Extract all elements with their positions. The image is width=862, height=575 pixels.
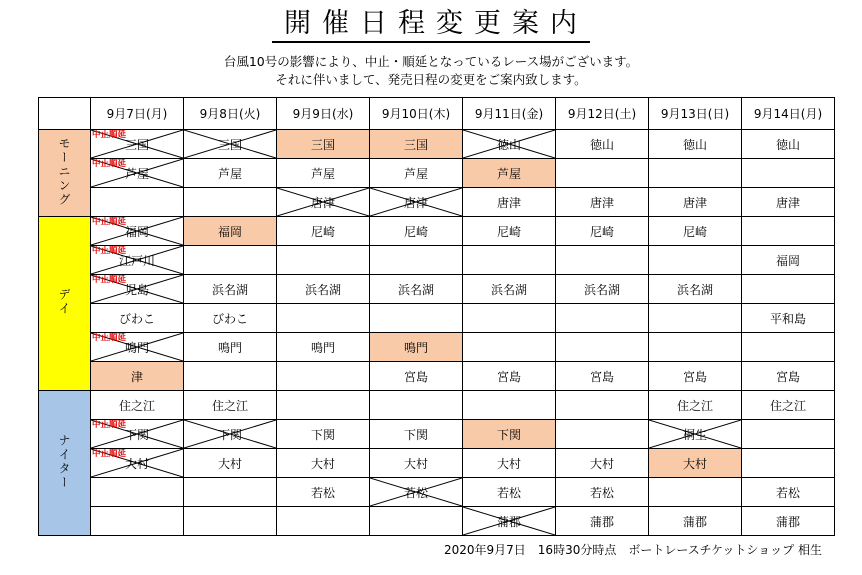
venue-name: 児島: [124, 282, 149, 297]
corner-cell: [39, 98, 91, 130]
venue-cell: [91, 304, 184, 333]
venue-cell: [649, 130, 742, 159]
table-row: [39, 188, 835, 217]
venue-cell: [184, 246, 277, 275]
venue-cell: [370, 246, 463, 275]
table-row: [39, 246, 835, 275]
venue-cell: [463, 333, 556, 362]
venue-name: 大村: [496, 456, 521, 471]
venue-name: 若松: [310, 485, 335, 500]
venue-name: 江戸川: [118, 253, 155, 268]
venue-cell: [649, 362, 742, 391]
venue-name: 若松: [589, 485, 614, 500]
venue-name: 芦屋: [217, 166, 242, 181]
venue-cell: [277, 275, 370, 304]
venue-name: 尼崎: [496, 224, 521, 239]
schedule-table: [38, 97, 835, 536]
venue-cell: [91, 275, 184, 304]
cancel-postpone-mark: 中止順延: [92, 449, 127, 459]
venue-name: 徳山: [496, 137, 521, 152]
table-row: [39, 507, 835, 536]
venue-name: 三国: [403, 137, 428, 152]
venue-cell: [184, 217, 277, 246]
venue-cell: [184, 449, 277, 478]
table-row: [39, 449, 835, 478]
venue-cell: [463, 246, 556, 275]
venue-name: 浜名湖: [676, 282, 713, 297]
venue-cell: [742, 478, 835, 507]
venue-name: 大村: [310, 456, 335, 471]
venue-cell: [91, 362, 184, 391]
session-label-text: モーニング: [57, 136, 71, 207]
venue-cell: [463, 159, 556, 188]
venue-cell: [277, 304, 370, 333]
venue-name: 宮島: [775, 369, 800, 384]
session-label-night: [39, 391, 91, 536]
venue-name: 尼崎: [403, 224, 428, 239]
venue-cell: [649, 478, 742, 507]
venue-name: 蒲郡: [775, 514, 800, 529]
venue-name: 三国: [217, 137, 242, 152]
venue-cell: [742, 275, 835, 304]
cancel-postpone-mark: 中止順延: [92, 420, 127, 430]
cancel-postpone-mark: 中止順延: [92, 130, 127, 140]
venue-name: 徳山: [589, 137, 614, 152]
venue-name: 唐津: [775, 195, 800, 210]
venue-cell: [556, 130, 649, 159]
venue-name: 唐津: [403, 195, 428, 210]
venue-name: 大村: [589, 456, 614, 471]
venue-name: 宮島: [589, 369, 614, 384]
venue-name: 唐津: [496, 195, 521, 210]
venue-cell: [556, 362, 649, 391]
venue-cell: [742, 507, 835, 536]
venue-name: 鳴門: [124, 340, 149, 355]
venue-cell: [742, 217, 835, 246]
venue-name: 宮島: [403, 369, 428, 384]
venue-cell: [463, 507, 556, 536]
venue-cell: [277, 188, 370, 217]
venue-name: 大村: [124, 456, 149, 471]
venue-cell: [556, 188, 649, 217]
footer-timestamp: 2020年9月7日 16時30分時点 ボートレースチケットショップ 相生: [443, 543, 822, 557]
venue-cell: [370, 159, 463, 188]
venue-cell: [649, 507, 742, 536]
venue-cell: [742, 362, 835, 391]
table-row: [39, 391, 835, 420]
venue-name: 浜名湖: [211, 282, 248, 297]
venue-name: 尼崎: [310, 224, 335, 239]
venue-cell: [277, 217, 370, 246]
venue-cell: [649, 391, 742, 420]
table-row: [39, 275, 835, 304]
venue-name: 大村: [403, 456, 428, 471]
venue-cell: [91, 159, 184, 188]
venue-name: 芦屋: [124, 166, 149, 181]
venue-name: 若松: [496, 485, 521, 500]
venue-cell: [184, 304, 277, 333]
venue-name: 住之江: [769, 398, 806, 413]
venue-cell: [277, 333, 370, 362]
date-header: 9月9日(水): [277, 98, 370, 130]
venue-name: 若松: [775, 485, 800, 500]
venue-cell: [742, 449, 835, 478]
venue-cell: [556, 159, 649, 188]
page-title-text: 開催日程変更案内: [272, 8, 590, 43]
table-row: [39, 217, 835, 246]
venue-cell: [370, 478, 463, 507]
subtitle-line-1: 台風10号の影響により、中止・順延となっているレース場がございます。: [223, 54, 639, 69]
venue-name: 鳴門: [403, 340, 428, 355]
venue-cell: [649, 449, 742, 478]
venue-cell: [277, 246, 370, 275]
venue-cell: [742, 130, 835, 159]
venue-name: 浜名湖: [397, 282, 434, 297]
venue-cell: [556, 333, 649, 362]
venue-cell: [742, 420, 835, 449]
venue-cell: [370, 188, 463, 217]
venue-cell: [277, 362, 370, 391]
venue-name: 徳山: [682, 137, 707, 152]
venue-cell: [556, 449, 649, 478]
venue-name: 津: [130, 369, 143, 384]
venue-cell: [277, 420, 370, 449]
venue-cell: [463, 362, 556, 391]
venue-cell: [370, 391, 463, 420]
venue-name: 浜名湖: [490, 282, 527, 297]
venue-name: 唐津: [682, 195, 707, 210]
venue-cell: [91, 188, 184, 217]
venue-cell: [742, 188, 835, 217]
venue-name: 三国: [310, 137, 335, 152]
venue-name: 唐津: [589, 195, 614, 210]
venue-cell: [91, 333, 184, 362]
date-header: 9月8日(火): [184, 98, 277, 130]
venue-cell: [370, 333, 463, 362]
date-header: 9月10日(木): [370, 98, 463, 130]
venue-cell: [91, 449, 184, 478]
venue-name: 宮島: [682, 369, 707, 384]
venue-name: びわこ: [211, 311, 248, 326]
venue-cell: [649, 304, 742, 333]
venue-cell: [91, 246, 184, 275]
table-row: [39, 304, 835, 333]
session-label-day: [39, 217, 91, 391]
venue-cell: [370, 507, 463, 536]
venue-name: 平和島: [769, 311, 806, 326]
venue-cell: [91, 507, 184, 536]
venue-name: 福岡: [124, 224, 149, 239]
venue-name: 三国: [124, 137, 149, 152]
date-header: 9月13日(日): [649, 98, 742, 130]
venue-cell: [184, 188, 277, 217]
venue-cell: [742, 304, 835, 333]
table-row: [39, 420, 835, 449]
venue-name: 鳴門: [310, 340, 335, 355]
venue-cell: [556, 391, 649, 420]
venue-cell: [184, 391, 277, 420]
venue-cell: [649, 159, 742, 188]
venue-cell: [277, 130, 370, 159]
venue-name: 住之江: [211, 398, 248, 413]
date-header: 9月11日(金): [463, 98, 556, 130]
venue-name: 下関: [124, 427, 149, 442]
venue-cell: [556, 420, 649, 449]
venue-cell: [184, 362, 277, 391]
venue-name: 鳴門: [217, 340, 242, 355]
venue-cell: [649, 188, 742, 217]
venue-cell: [556, 246, 649, 275]
cancel-postpone-mark: 中止順延: [92, 246, 127, 256]
venue-cell: [556, 275, 649, 304]
venue-name: 桐生: [682, 427, 707, 442]
subtitle-line-2: それに伴いまして、発売日程の変更をご案内致します。: [275, 72, 587, 87]
venue-name: 唐津: [310, 195, 335, 210]
venue-name: 蒲郡: [496, 514, 521, 529]
venue-name: 浜名湖: [583, 282, 620, 297]
venue-cell: [277, 391, 370, 420]
venue-name: 芦屋: [310, 166, 335, 181]
venue-name: 尼崎: [589, 224, 614, 239]
venue-cell: [370, 362, 463, 391]
venue-cell: [184, 130, 277, 159]
venue-cell: [184, 420, 277, 449]
venue-cell: [277, 507, 370, 536]
venue-name: 蒲郡: [589, 514, 614, 529]
venue-cell: [556, 304, 649, 333]
page-title: [0, 8, 862, 40]
venue-cell: [463, 217, 556, 246]
venue-cell: [370, 130, 463, 159]
venue-name: 下関: [217, 427, 242, 442]
table-row: [39, 159, 835, 188]
table-row: [39, 333, 835, 362]
venue-cell: [463, 420, 556, 449]
date-header: 9月12日(土): [556, 98, 649, 130]
date-header: 9月7日(月): [91, 98, 184, 130]
venue-cell: [742, 159, 835, 188]
venue-name: 宮島: [496, 369, 521, 384]
venue-cell: [649, 246, 742, 275]
venue-cell: [742, 246, 835, 275]
venue-cell: [277, 449, 370, 478]
venue-cell: [649, 217, 742, 246]
venue-cell: [184, 478, 277, 507]
venue-cell: [91, 130, 184, 159]
table-row: [39, 362, 835, 391]
venue-name: 若松: [403, 485, 428, 500]
venue-cell: [184, 507, 277, 536]
venue-cell: [463, 188, 556, 217]
venue-cell: [91, 420, 184, 449]
venue-name: 芦屋: [496, 166, 521, 181]
venue-cell: [277, 159, 370, 188]
venue-cell: [556, 478, 649, 507]
venue-cell: [556, 507, 649, 536]
venue-cell: [91, 391, 184, 420]
venue-cell: [463, 275, 556, 304]
venue-name: 尼崎: [682, 224, 707, 239]
venue-name: びわこ: [118, 311, 155, 326]
venue-name: 住之江: [118, 398, 155, 413]
venue-name: 徳山: [775, 137, 800, 152]
venue-name: 下関: [310, 427, 335, 442]
venue-cell: [370, 449, 463, 478]
venue-cell: [370, 420, 463, 449]
cancel-postpone-mark: 中止順延: [92, 275, 127, 285]
venue-cell: [463, 478, 556, 507]
date-header-row: [39, 98, 835, 130]
venue-cell: [649, 275, 742, 304]
venue-cell: [91, 217, 184, 246]
venue-name: 浜名湖: [304, 282, 341, 297]
session-label-text: ナイター: [57, 433, 71, 490]
venue-cell: [649, 333, 742, 362]
venue-cell: [463, 449, 556, 478]
venue-cell: [277, 478, 370, 507]
venue-name: 大村: [682, 456, 707, 471]
table-row: [39, 130, 835, 159]
venue-cell: [463, 130, 556, 159]
venue-name: 住之江: [676, 398, 713, 413]
table-row: [39, 478, 835, 507]
date-header: 9月14日(月): [742, 98, 835, 130]
session-label-morning: [39, 130, 91, 217]
venue-name: 下関: [403, 427, 428, 442]
venue-name: 蒲郡: [682, 514, 707, 529]
venue-cell: [556, 217, 649, 246]
venue-name: 下関: [496, 427, 521, 442]
venue-cell: [370, 304, 463, 333]
cancel-postpone-mark: 中止順延: [92, 217, 127, 227]
cancel-postpone-mark: 中止順延: [92, 333, 127, 343]
venue-cell: [184, 333, 277, 362]
venue-cell: [370, 217, 463, 246]
venue-name: 福岡: [217, 224, 242, 239]
cancel-postpone-mark: 中止順延: [92, 159, 127, 169]
session-label-text: デイ: [57, 288, 71, 316]
venue-cell: [463, 391, 556, 420]
venue-cell: [184, 275, 277, 304]
venue-name: 大村: [217, 456, 242, 471]
venue-cell: [742, 391, 835, 420]
venue-name: 芦屋: [403, 166, 428, 181]
venue-cell: [184, 159, 277, 188]
venue-name: 福岡: [775, 253, 800, 268]
venue-cell: [370, 275, 463, 304]
venue-cell: [742, 333, 835, 362]
venue-cell: [649, 420, 742, 449]
venue-cell: [91, 478, 184, 507]
venue-cell: [463, 304, 556, 333]
